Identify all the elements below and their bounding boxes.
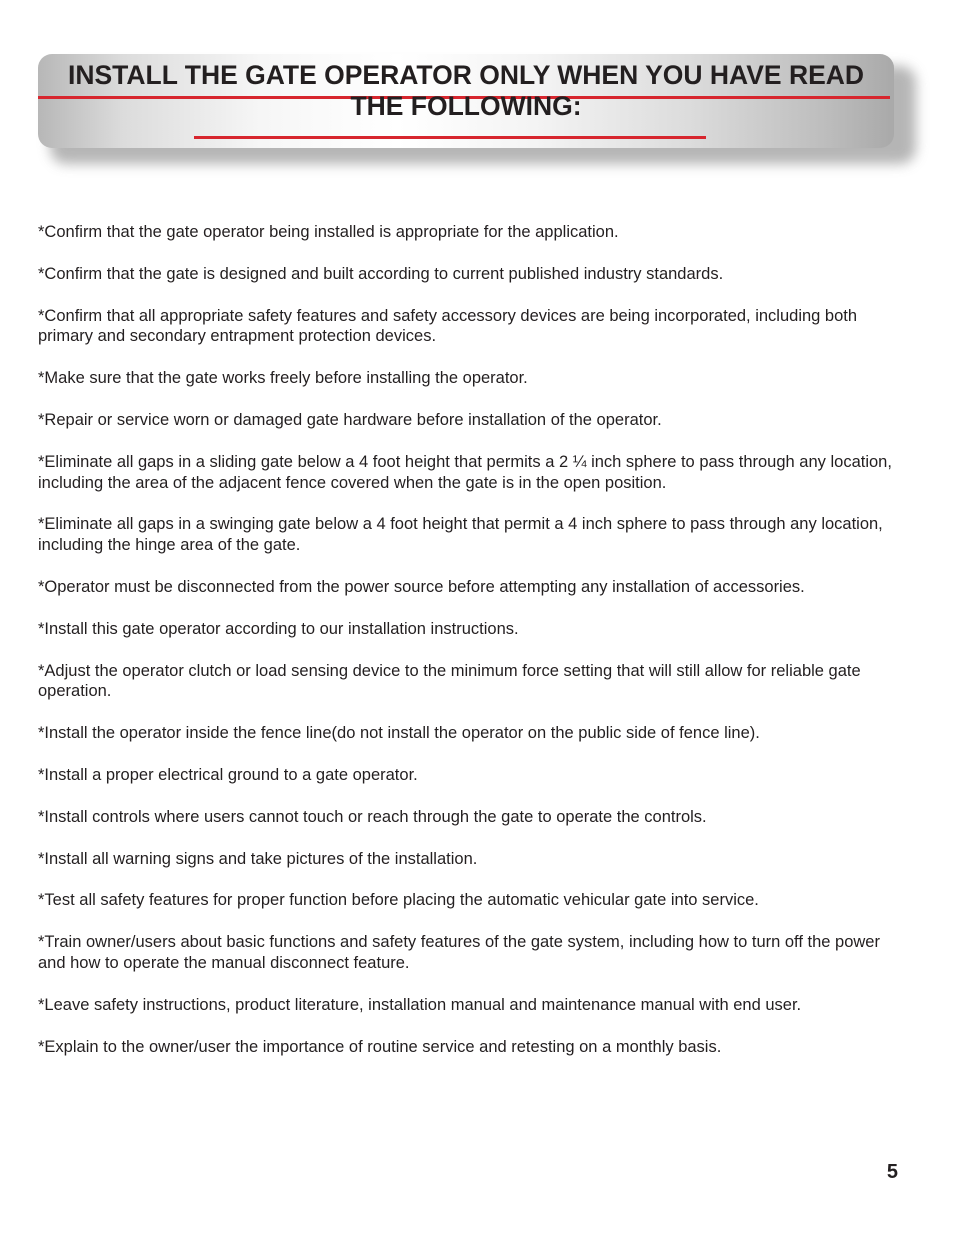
list-item: *Test all safety features for proper function before placing the automatic vehicular gate into service. [38,891,759,910]
list-item: *Install all warning signs and take pictures of the installation. [38,849,478,868]
page-number: 5 [886,1161,898,1183]
list-item: *Repair or service worn or damaged gate hardware before installation of the operator. [38,410,662,429]
list-item: *Make sure that the gate works freely before installing the operator. [38,369,528,388]
list-item: *Eliminate all gaps in a sliding gate below a 4 foot height that permits a 2 ¼ inch sphere to pass through any location, including the area of the adjacent fence covered when the gate is in the open position. [38,452,892,492]
instruction-list [38,222,898,1078]
list-item: *Train owner/users about basic functions and safety features of the gate system, including how to turn off the power and how to operate the manual disconnect feature. [38,933,880,972]
list-item: *Confirm that the gate operator being installed is appropriate for the application. [38,223,619,241]
list-item: *Operator must be disconnected from the power source before attempting any installation of accessories. [38,577,805,596]
list-item: *Leave safety instructions, product literature, installation manual and maintenance manual with end user. [38,995,802,1014]
list-item: *Confirm that all appropriate safety features and safety accessory devices are being incorporated, including both primary and secondary entrapment protection devices. [38,306,858,346]
list-item: *Adjust the operator clutch or load sensing device to the minimum force setting that will still allow for reliable gate operation. [38,661,861,701]
list-item: *Install this gate operator according to our installation instructions. [38,619,519,638]
list-item: *Install controls where users cannot touch or reach through the gate to operate the controls. [38,807,707,826]
page-title: INSTALL THE GATE OPERATOR ONLY WHEN YOU HAVE READ THE FOLLOWING: [67,60,865,121]
list-item: *Confirm that the gate is designed and built according to current published industry standards. [38,264,724,283]
list-item: *Explain to the owner/user the importance of routine service and retesting on a monthly basis. [38,1037,722,1056]
header-banner [38,54,894,148]
list-item: *Install the operator inside the fence line(do not install the operator on the public side of fence line). [38,724,760,743]
list-item: *Eliminate all gaps in a swinging gate below a 4 foot height that permit a 4 inch sphere to pass through any location, including the hinge area of the gate. [38,515,883,555]
list-item: *Install a proper electrical ground to a gate operator. [38,765,418,784]
header-divider-bottom [194,136,706,139]
